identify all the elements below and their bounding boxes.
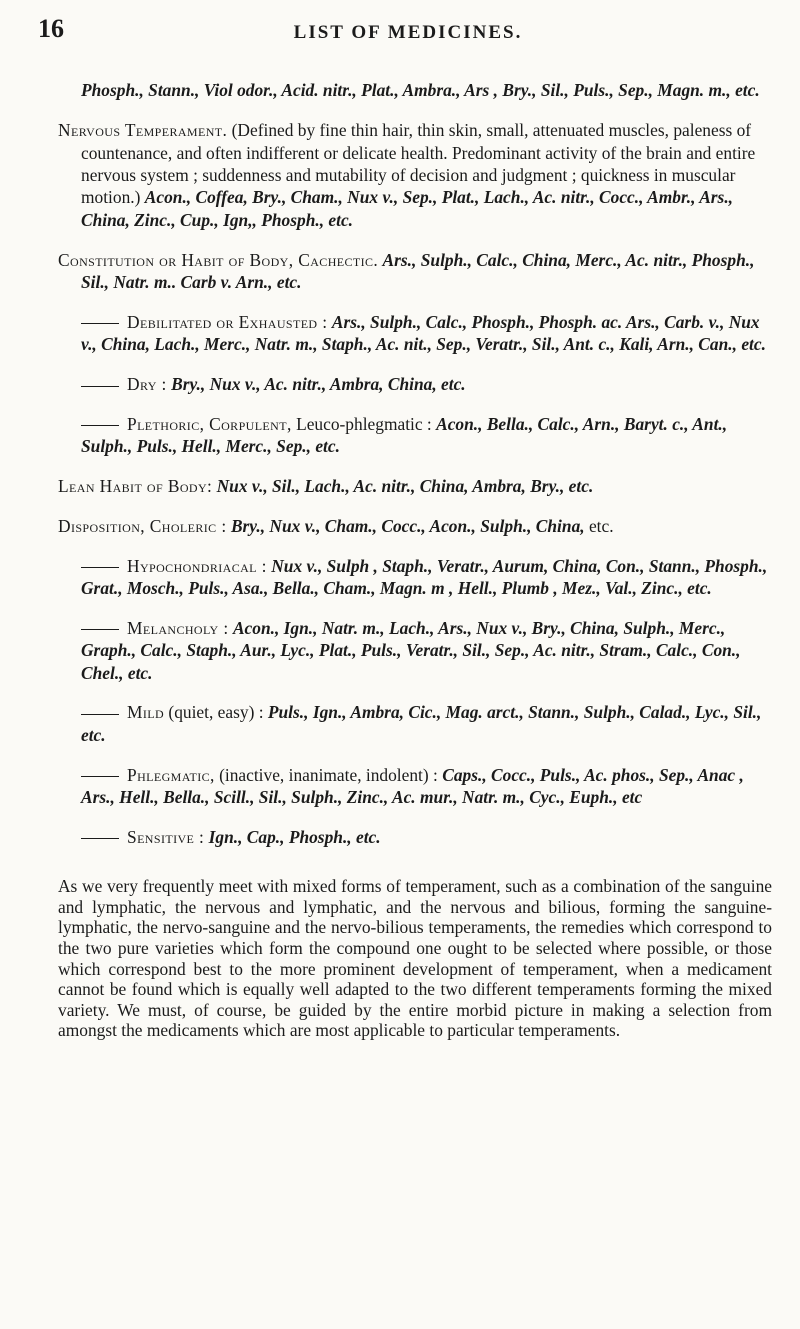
body-paragraph: As we very frequently meet with mixed forms of temperament, such as a combination of the sanguine and lymphatic, the nervous and lymphatic, and the nervous and bilious, forming the sanguine-lymphatic, the nervo-sanguine and the nervo-bilious temperaments, the remedies which correspond to the two pure varieties which form the compound one ought to be selected where possible, or those which correspond best to the more prominent development of temperament, when a medicament cannot be found which is equally well adapted to the two different temperaments forming the mixed variety. We must, of course, be guided by the entire morbid picture in making a selection from amongst the medicaments which are most applicable to particular temperaments. [58, 876, 772, 1041]
remedy-list: Puls., Ign., Ambra, Cic., Mag. arct., Stann., Sulph., Calad., Lyc., Sil., etc. [81, 702, 762, 745]
remedy-list: Ign., Cap., Phosph., etc. [208, 826, 381, 847]
entry-sensitive [58, 826, 772, 848]
dash-rule [81, 323, 119, 324]
entry-choleric [58, 515, 772, 537]
entry-text: (inactive, inanimate, indolent) : [214, 764, 443, 785]
remedy-list: Bry., Nux v., Ac. nitr., Ambra, China, etc. [171, 374, 466, 395]
entry-dry [58, 373, 772, 395]
running-header [38, 14, 778, 44]
entry-hypochondriacal [58, 555, 772, 600]
entry-melancholy [58, 617, 772, 684]
remedy-list: Ars., Sulph., Calc., China, Merc., Ac. nitr., Phosph., Sil., Natr. m.. Carb v. Arn., etc. [81, 249, 755, 293]
entry-heading: Disposition, Choleric : [58, 515, 227, 536]
remedy-list: Caps., Cocc., Puls., Ac. phos., Sep., Anac , Ars., Hell., Bella., Scill., Sil., Sulph., Zinc., Ac. mur., Natr. m., Cyc., Euph., etc [81, 764, 744, 808]
entry-heading: Constitution or Habit of Body, Cachectic. [58, 249, 379, 270]
entry-heading: Dry : [127, 374, 167, 395]
remedy-list: Acon., Coffea, Bry., Cham., Nux v., Sep., Plat., Lach., Ac. nitr., Cocc., Ambr., Ars., China, Zinc., Cup., Ign,, Phosph., etc. [81, 187, 734, 230]
entry-heading: Hypochondriacal : [127, 555, 267, 576]
entry-heading: Phlegmatic, [127, 764, 215, 785]
dash-rule [81, 386, 119, 387]
remedy-list: Acon., Bella., Calc., Arn., Baryt. c., Ant., Sulph., Puls., Hell., Merc., Sep., etc. [81, 413, 728, 457]
dash-rule [81, 629, 119, 630]
dash-rule [81, 838, 119, 839]
entry-phlegmatic [58, 764, 772, 809]
entry-continuation [58, 79, 772, 101]
dash-rule [81, 425, 119, 426]
entry-plethoric [58, 413, 772, 458]
entry-text: (Defined by fine thin hair, thin skin, small, attenuated muscles, paleness of countenance, and often indifferent or delicate health. Predominant activity of the brain and entire nervous system ; suddenness and mutability of decision and judgment ; quickness in muscular motion.) [81, 120, 756, 208]
entry-heading: Nervous Temperament. [58, 120, 228, 141]
remedy-list: Ars., Sulph., Calc., Phosph., Phosph. ac. Ars., Carb. v., Nux v., China, Lach., Merc., Natr. m., Staph., Ac. nit., Sep., Veratr., Sil., Ant. c., Kali, Arn., Can., etc. [81, 311, 766, 355]
remedy-list: Phosph., Stann., Viol odor., Acid. nitr., Plat., Ambra., Ars , Bry., Sil., Puls., Sep., Magn. m., etc. [81, 80, 760, 101]
entry-heading: Melancholy : [127, 617, 229, 638]
dash-rule [81, 567, 119, 568]
entry-text: Leuco-phlegmatic : [291, 413, 437, 434]
entry-heading: Debilitated or Exhausted : [127, 311, 328, 332]
entry-text: (quiet, easy) : [164, 702, 268, 723]
entry-heading: Sensitive : [127, 826, 205, 847]
entry-nervous-temperament [58, 119, 772, 231]
entry-heading: Lean Habit of Body: [58, 476, 213, 497]
content-area [58, 62, 772, 1058]
page-number: 16 [38, 14, 64, 43]
entry-heading: Plethoric, Corpulent, [127, 413, 292, 434]
remedy-list: Nux v., Sulph , Staph., Veratr., Aurum, China, Con., Stann., Phosph., Grat., Mosch., Puls., Asa., Bella., Cham., Magn. m , Hell., Plumb , Mez., Val., Zinc., etc. [81, 555, 768, 599]
dash-rule [81, 776, 119, 777]
entry-mild [58, 701, 772, 746]
dash-rule [81, 714, 119, 715]
remedy-list: Nux v., Sil., Lach., Ac. nitr., China, Ambra, Bry., etc. [216, 476, 594, 497]
entry-cachectic [58, 249, 772, 294]
remedy-list: Bry., Nux v., Cham., Cocc., Acon., Sulph., China, [230, 515, 585, 536]
entry-debilitated [58, 311, 772, 356]
entry-heading: Mild [127, 702, 165, 723]
remedy-list: Acon., Ign., Natr. m., Lach., Ars., Nux v., Bry., China, Sulph., Merc., Graph., Calc., Staph., Aur., Lyc., Plat., Puls., Veratr., Sil., Sep., Ac. nitr., Stram., Calc., Con., Chel., etc. [81, 617, 741, 683]
entry-lean-habit [58, 475, 772, 497]
entry-trailing-text: etc. [584, 515, 614, 536]
running-title: LIST OF MEDICINES. [293, 22, 523, 43]
